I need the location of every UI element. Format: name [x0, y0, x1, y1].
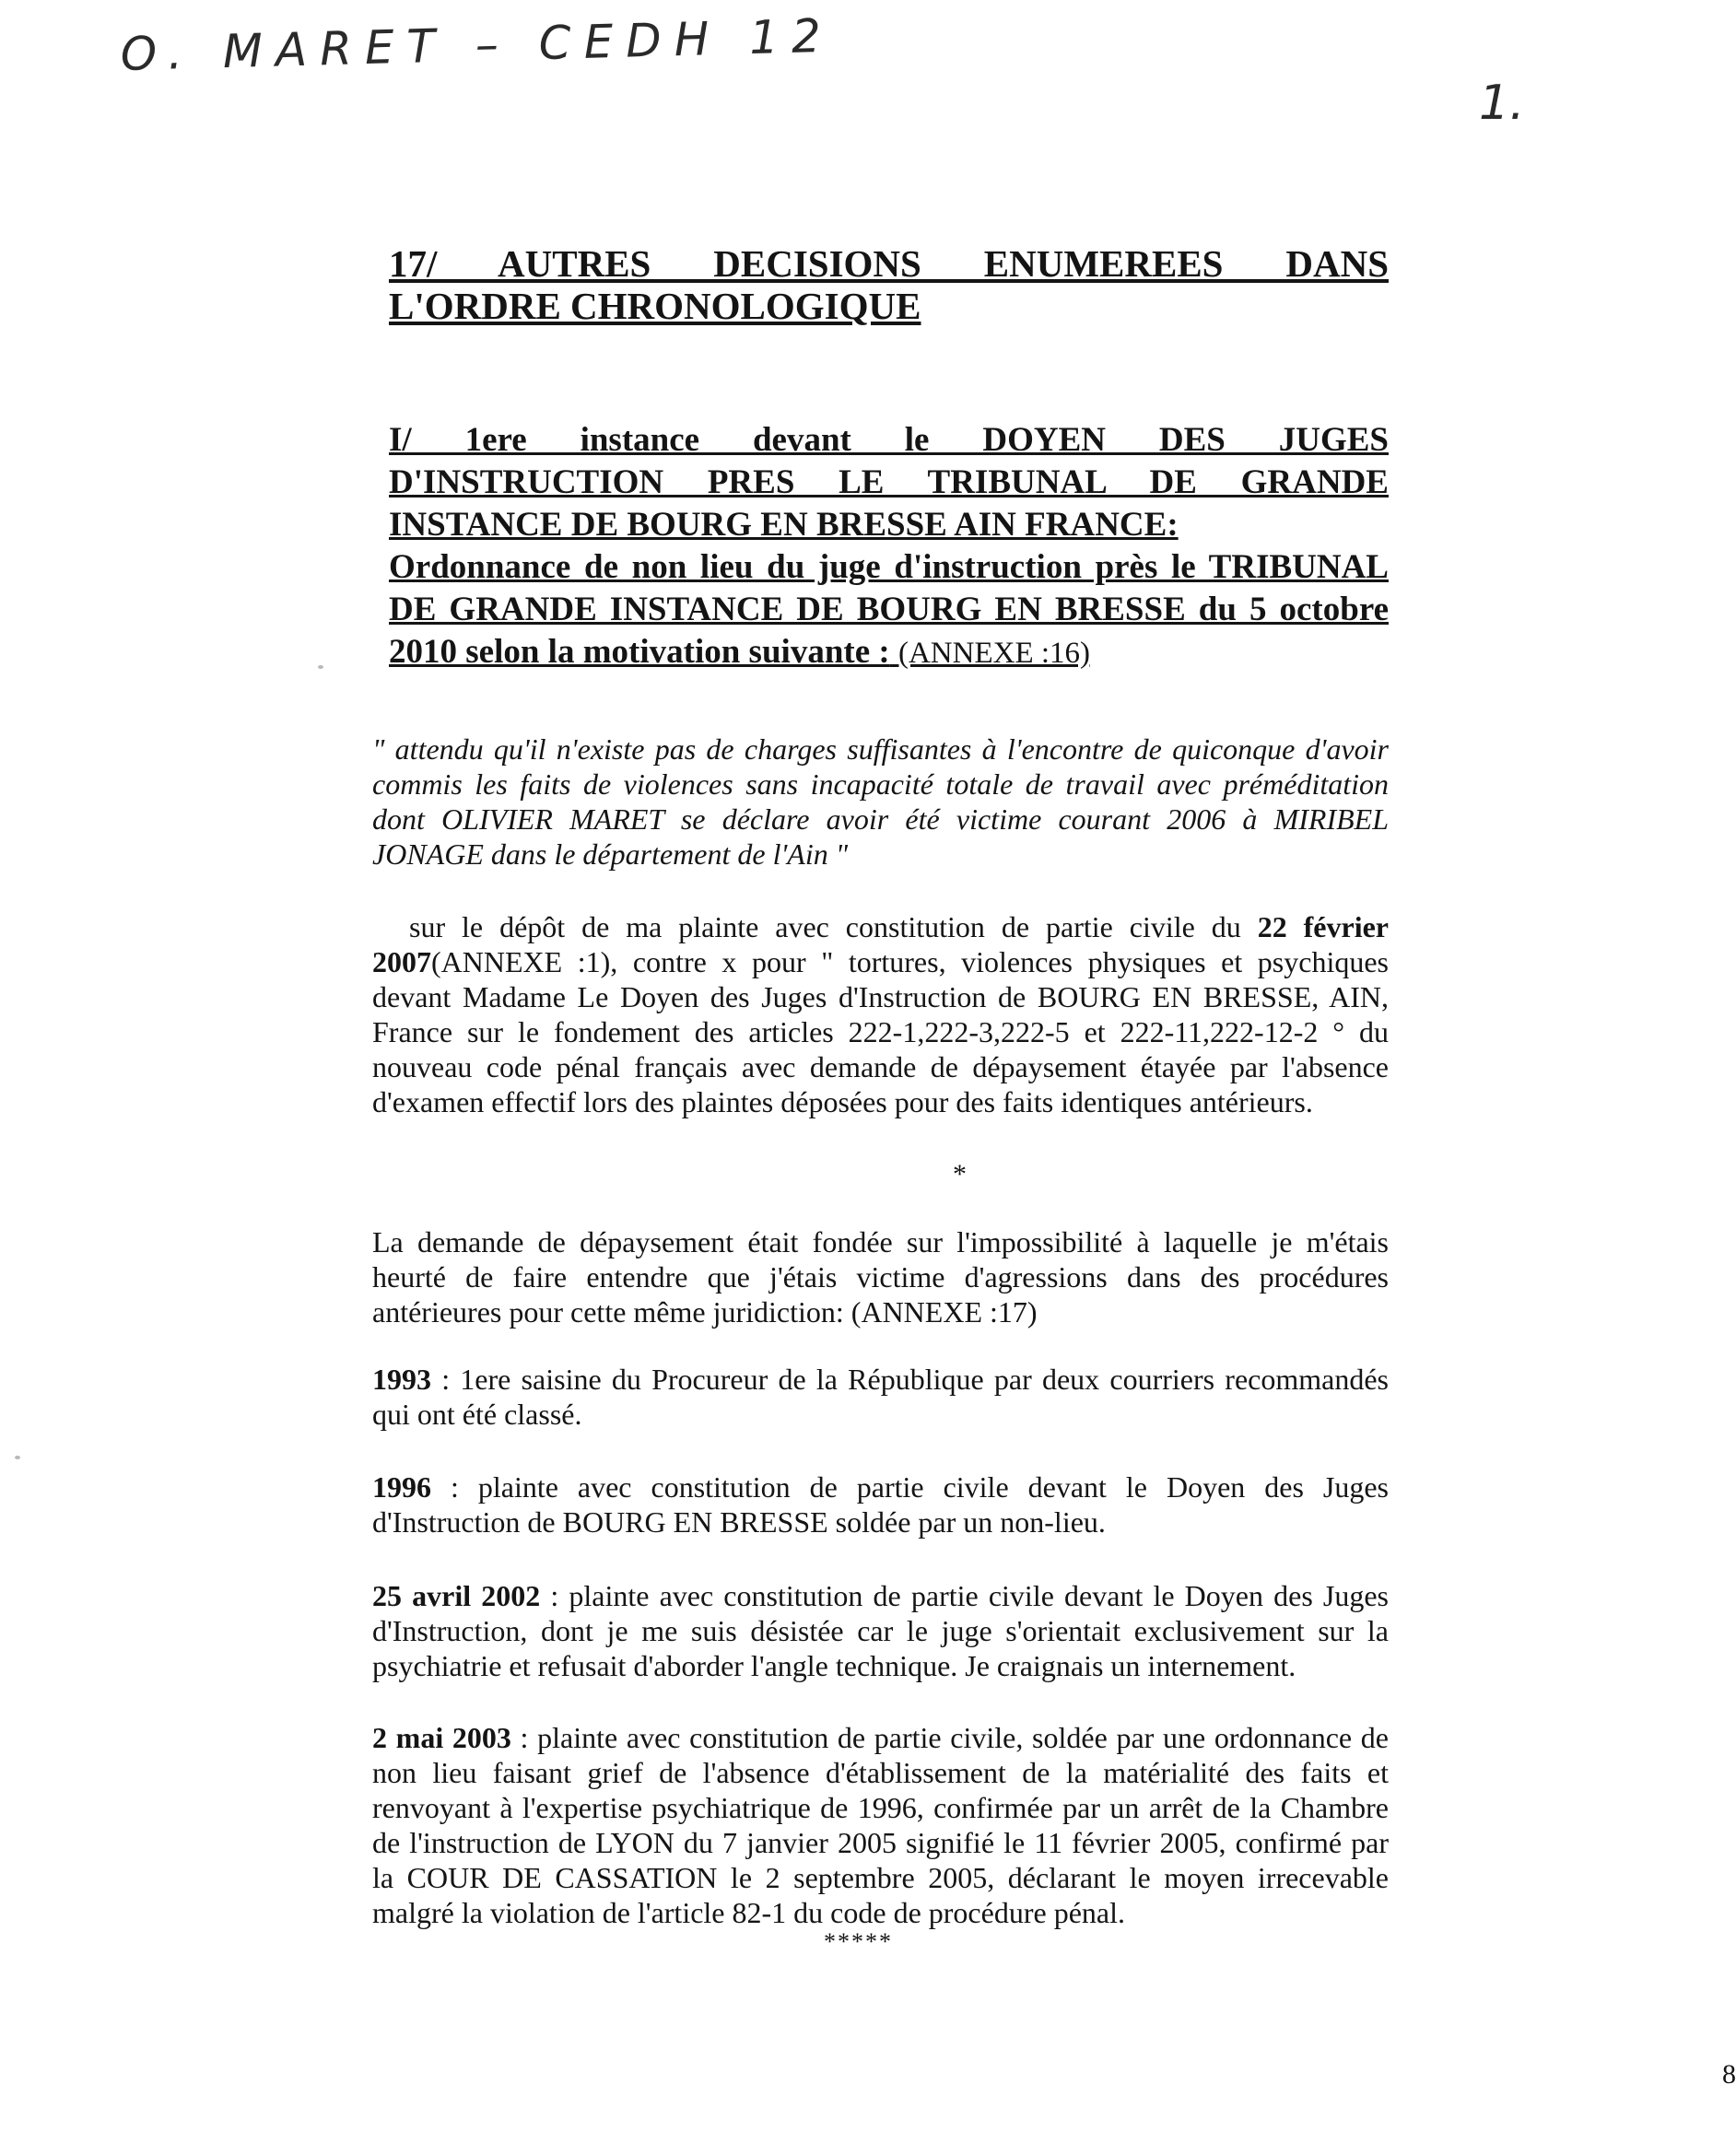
- section-line-2: D'INSTRUCTION PRES LE TRIBUNAL DE GRANDE: [389, 463, 1389, 501]
- title-line-1: 17/ AUTRES DECISIONS ENUMEREES DANS: [389, 242, 1389, 285]
- annex-reference: (ANNEXE :16): [897, 637, 1091, 670]
- entry-date: 2 mai 2003: [372, 1721, 511, 1754]
- title-line-2: L'ORDRE CHRONOLOGIQUE: [389, 285, 921, 327]
- section-line-6-wrap: [389, 631, 1389, 674]
- relocation-request-paragraph: La demande de dépaysement était fondée sur l'impossibilité à laquelle je m'étais heurté de faire entendre que j'étais victime d'agressions dans des procédures antérieures pour cette même juridiction: (ANNEXE :17): [372, 1225, 1389, 1329]
- complaint-paragraph: [372, 909, 1389, 1119]
- entry-date: 1996: [372, 1470, 431, 1504]
- section-line-4: Ordonnance de non lieu du juge d'instruction près le TRIBUNAL: [389, 548, 1389, 586]
- entry-text: : plainte avec constitution de partie civile devant le Doyen des Juges d'Instruction de BOURG EN BRESSE soldée par un non-lieu.: [372, 1470, 1389, 1539]
- entry-date: 25 avril 2002: [372, 1579, 541, 1612]
- complaint-intro: sur le dépôt de ma plainte avec constitution de partie civile du: [409, 910, 1241, 943]
- section-line-3: INSTANCE DE BOURG EN BRESSE AIN FRANCE:: [389, 506, 1179, 544]
- history-entry-1996: [372, 1469, 1389, 1539]
- history-entry-2003: [372, 1720, 1389, 1930]
- entry-text: : plainte avec constitution de partie civile, soldée par une ordonnance de non lieu faisant grief de l'absence d'établissement de la matérialité des faits et renvoyant à l'expertise psychiatrique de 1996, confirmée par un arrêt de la Chambre de l'instruction de LYON du 7 janvier 2005 signifié le 11 février 2005, confirmé par la COUR DE CASSATION le 2 septembre 2005, déclarant le moyen irrecevable malgré la violation de l'article 82-1 du code de procédure pénal.: [372, 1721, 1390, 1929]
- section-line-6: 2010 selon la motivation suivante :: [389, 633, 890, 671]
- section-line-1: I/ 1ere instance devant le DOYEN DES JUGES: [389, 421, 1389, 459]
- entry-text: : 1ere saisine du Procureur de la République par deux courriers recommandés qui ont été classé.: [372, 1363, 1389, 1431]
- separator-asterisks: *****: [824, 1928, 893, 1955]
- separator-asterisk: *: [953, 1159, 967, 1189]
- document-title: [389, 242, 1389, 327]
- quoted-motivation: " attendu qu'il n'existe pas de charges suffisantes à l'encontre de quiconque d'avoir commis les faits de violences sans incapacité totale de travail avec préméditation dont OLIVIER MARET se déclare avoir été victime courant 2006 à MIRIBEL JONAGE dans le département de l'Ain ": [372, 732, 1389, 871]
- page-number: 8: [1722, 2059, 1736, 2090]
- scan-speck: [318, 665, 323, 669]
- complaint-date: 22 février 2007: [372, 910, 1390, 978]
- scan-speck: [15, 1456, 20, 1459]
- history-entry-2002: [372, 1578, 1389, 1683]
- handwritten-page-mark: 1.: [1479, 76, 1525, 131]
- handwritten-header-note: O. MARET – CEDH 12: [120, 8, 835, 81]
- section-heading: [389, 419, 1389, 674]
- entry-date: 1993: [372, 1363, 431, 1396]
- section-line-5: DE GRANDE INSTANCE DE BOURG EN BRESSE du 5 octobre: [389, 591, 1389, 628]
- complaint-details: (ANNEXE :1), contre x pour " tortures, violences physiques et psychiques devant Madame Le Doyen des Juges d'Instruction de BOURG EN BRESSE, AIN, France sur le fondement des articles 222-1,222-3,222-5 et 222-11,222-12-2 ° du nouveau code pénal français avec demande de dépaysement étayée par l'absence d'examen effectif lors des plaintes déposées pour des faits identiques antérieurs.: [372, 945, 1389, 1118]
- entry-text: : plainte avec constitution de partie civile devant le Doyen des Juges d'Instruction, dont je me suis désistée car le juge s'orientait exclusivement sur la psychiatrie et refusait d'aborder l'angle technique. Je craignais un internement.: [372, 1579, 1390, 1682]
- history-entry-1993: [372, 1362, 1389, 1432]
